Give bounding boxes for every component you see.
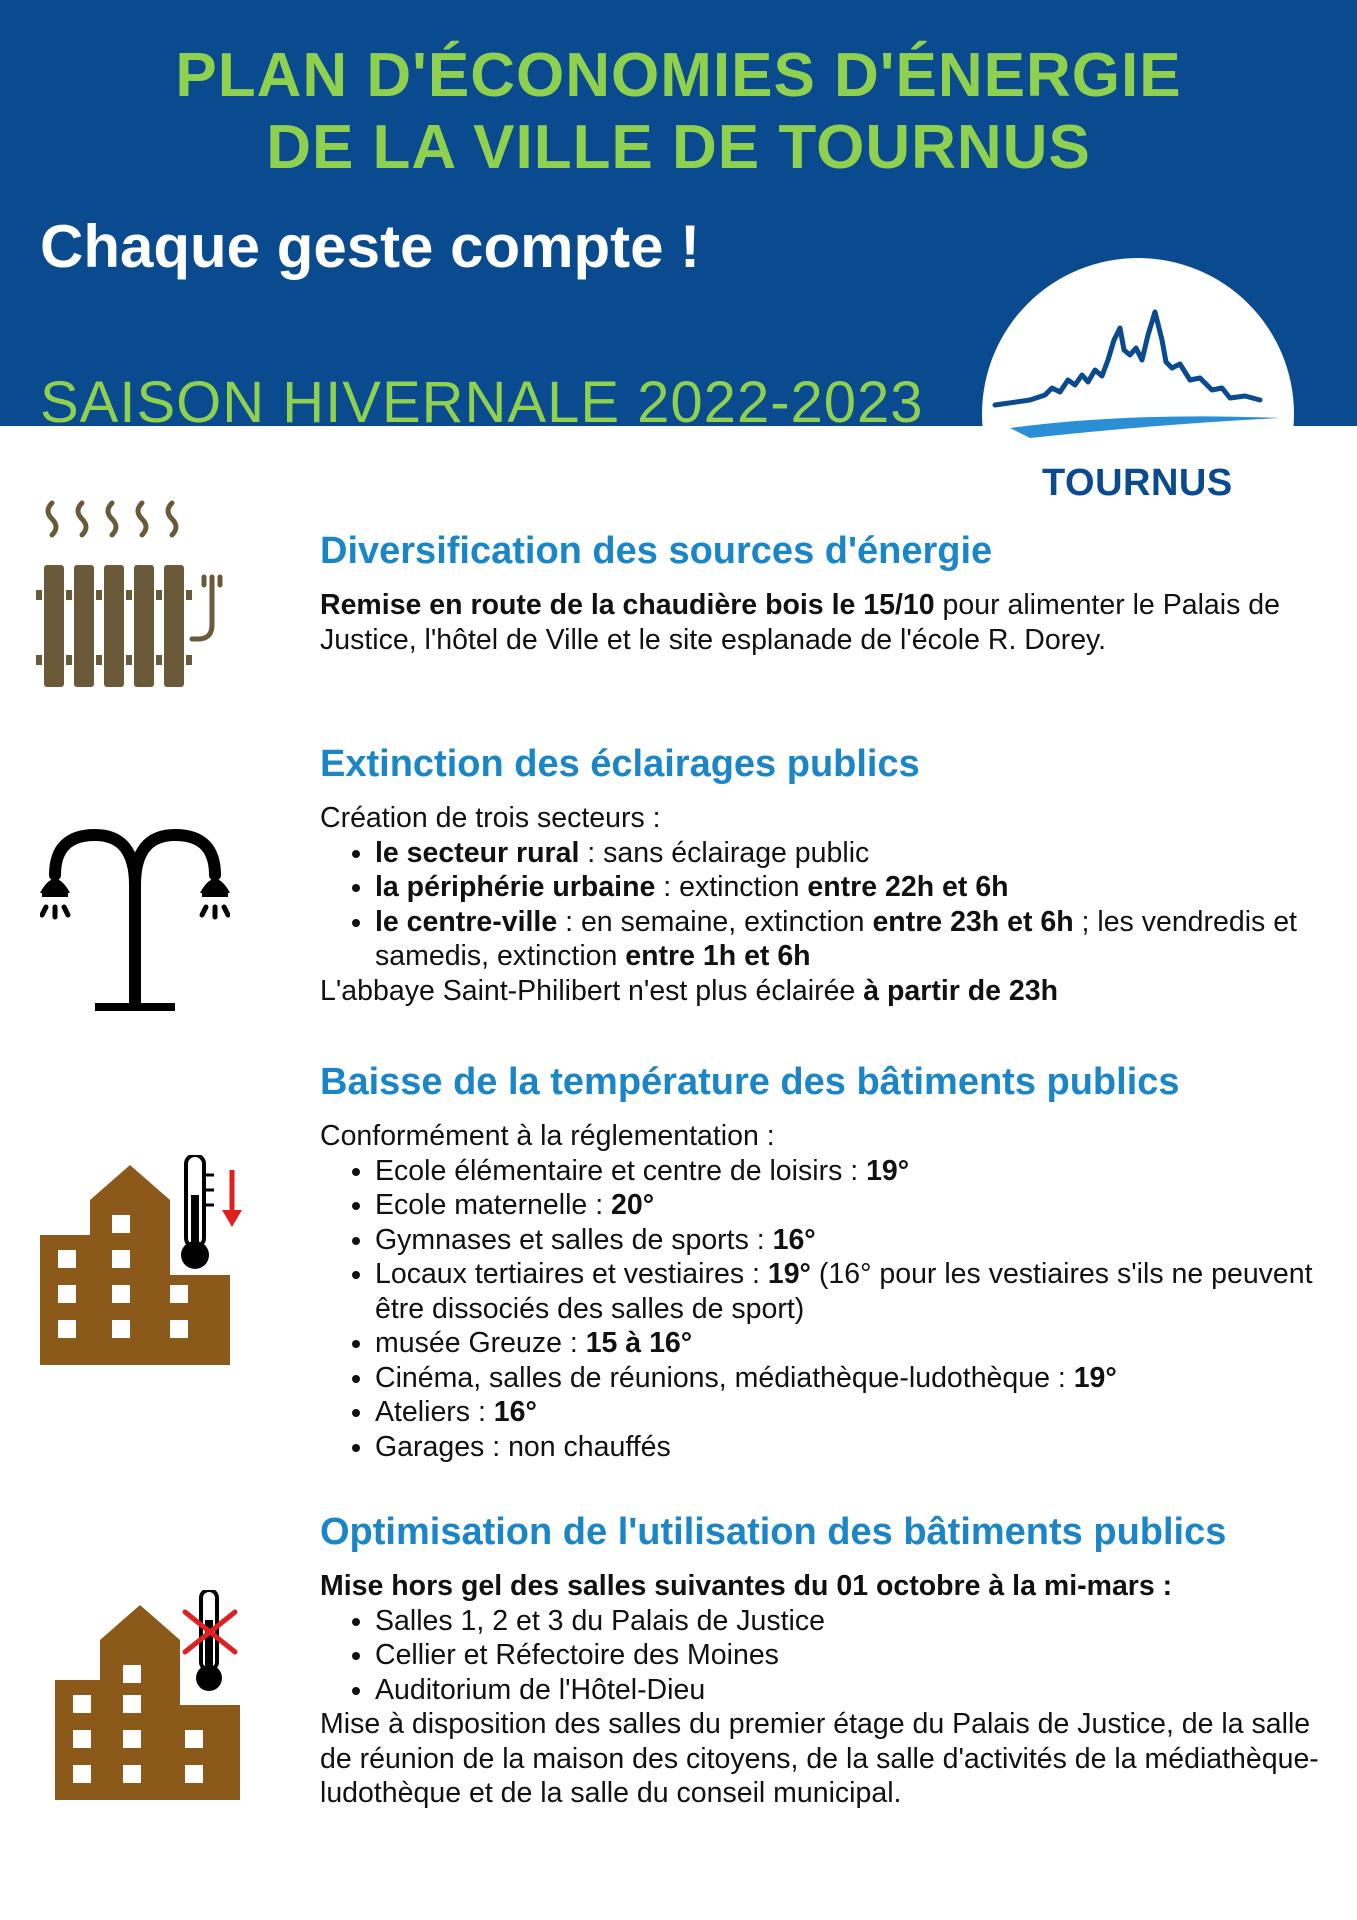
list-item [375,1361,1340,1396]
frost-protection-list [320,1604,1340,1708]
item-text: ; les vendredis et samedis, extinction [375,905,1297,972]
outro-text: L'abbaye Saint-Philibert n'est plus éclairée [320,974,864,1007]
item-bold: 20° [611,1189,655,1221]
item-text: Gymnases et salles de sports : [375,1223,773,1256]
item-bold: entre 22h et 6h [807,871,1009,903]
item-bold: 16° [493,1396,537,1428]
temperature-list [320,1154,1340,1465]
item-text: : sans éclairage public [579,836,870,869]
item-bold: le secteur rural [375,836,580,869]
item-text: : extinction [655,871,808,903]
list-item [375,905,1340,974]
building-frost-protection-icon [55,1590,255,1800]
radiator-icon [30,495,240,695]
slogan: Chaque geste compte ! [40,213,701,280]
section-4-outro: Mise à disposition des salles du premier étage du Palais de Justice, de la salle de réunion de la maison des citoyens, de la salle d'activités de la médiathèque-ludothèque et de la salle du conseil municipal. [320,1708,1319,1809]
section-1-text [320,588,1340,657]
list-item [375,1223,1340,1258]
tournus-skyline-logo-icon [990,300,1290,450]
item-text: Locaux tertiaires et vestiaires : [375,1258,768,1290]
section-1-bold: Remise en route de la chaudière bois le 15/10 [320,589,935,621]
section-4-intro [320,1569,1340,1604]
list-item: • Cellier et Réfectoire des Moines [375,1638,1340,1673]
outro-bold: à partir de 23h [863,974,1059,1007]
list-item [375,836,1340,871]
item-text: Ecole maternelle : [375,1189,612,1221]
item-bold: la périphérie urbaine [375,871,656,903]
list-item [375,1430,1340,1465]
section-1-rest: pour alimenter le Palais de Justice, l'hôtel de Ville et le site esplanade de l'école R. Dorey. [320,589,1280,656]
section-3-intro: Conformément à la réglementation : [320,1120,775,1152]
section-2-outro [320,974,1340,1009]
item-text: Garages : non chauffés [375,1430,671,1463]
page-title [0,40,1357,184]
item-bold: le centre-ville [375,905,558,938]
section-energy-sources [320,528,1340,657]
item-text: (16° pour les vestiaires s'ils ne peuvent être dissociés des salles de sport) [375,1258,1313,1325]
item-bold: 15 à 16° [585,1327,693,1359]
section-1-heading: Diversification des sources d'énergie [320,530,993,572]
item-text: Ecole élémentaire et centre de loisirs : [375,1154,867,1187]
section-2-heading: Extinction des éclairages publics [320,743,920,785]
section-4-heading: Optimisation de l'utilisation des bâtiments publics [320,1511,1227,1553]
season-label: SAISON HIVERNALE 2022-2023 [40,370,924,435]
item-text: musée Greuze : [375,1327,586,1359]
list-item [375,1154,1340,1189]
list-item: • Auditorium de l'Hôtel-Dieu [375,1673,1340,1708]
list-item: • Salles 1, 2 et 3 du Palais de Justice [375,1604,1340,1639]
section-3-heading: Baisse de la température des bâtiments publics [320,1061,1180,1103]
lighting-sector-list [320,836,1340,974]
list-item [375,1326,1340,1361]
intro-bold: Mise hors gel des salles suivantes du 01 octobre à la mi-mars : [320,1570,1173,1602]
item-text: Ateliers : [375,1396,494,1428]
title-line-1: PLAN D'ÉCONOMIES D'ÉNERGIE [175,41,1182,110]
item-bold: 19° [866,1154,910,1187]
section-building-temperature [320,1059,1340,1464]
item-bold: entre 23h et 6h [872,905,1074,938]
item-bold: 19° [1073,1361,1117,1394]
list-item [375,870,1340,905]
logo-text: TOURNUS [1042,462,1233,504]
item-bold: 19° [767,1258,811,1290]
title-line-2: DE LA VILLE DE TOURNUS [266,113,1091,182]
section-building-optimisation [320,1509,1340,1811]
street-lamp-icon [40,815,230,1015]
section-public-lighting [320,741,1340,1008]
list-item [375,1395,1340,1430]
list-item [375,1188,1340,1223]
item-text: Cinéma, salles de réunions, médiathèque-ludothèque : [375,1361,1074,1394]
item-bold: 16° [772,1223,816,1256]
item-bold: entre 1h et 6h [625,940,811,972]
list-item [375,1257,1340,1326]
section-2-intro: Création de trois secteurs : [320,802,661,834]
item-text: : en semaine, extinction [557,905,873,938]
building-temperature-down-icon [40,1155,250,1365]
